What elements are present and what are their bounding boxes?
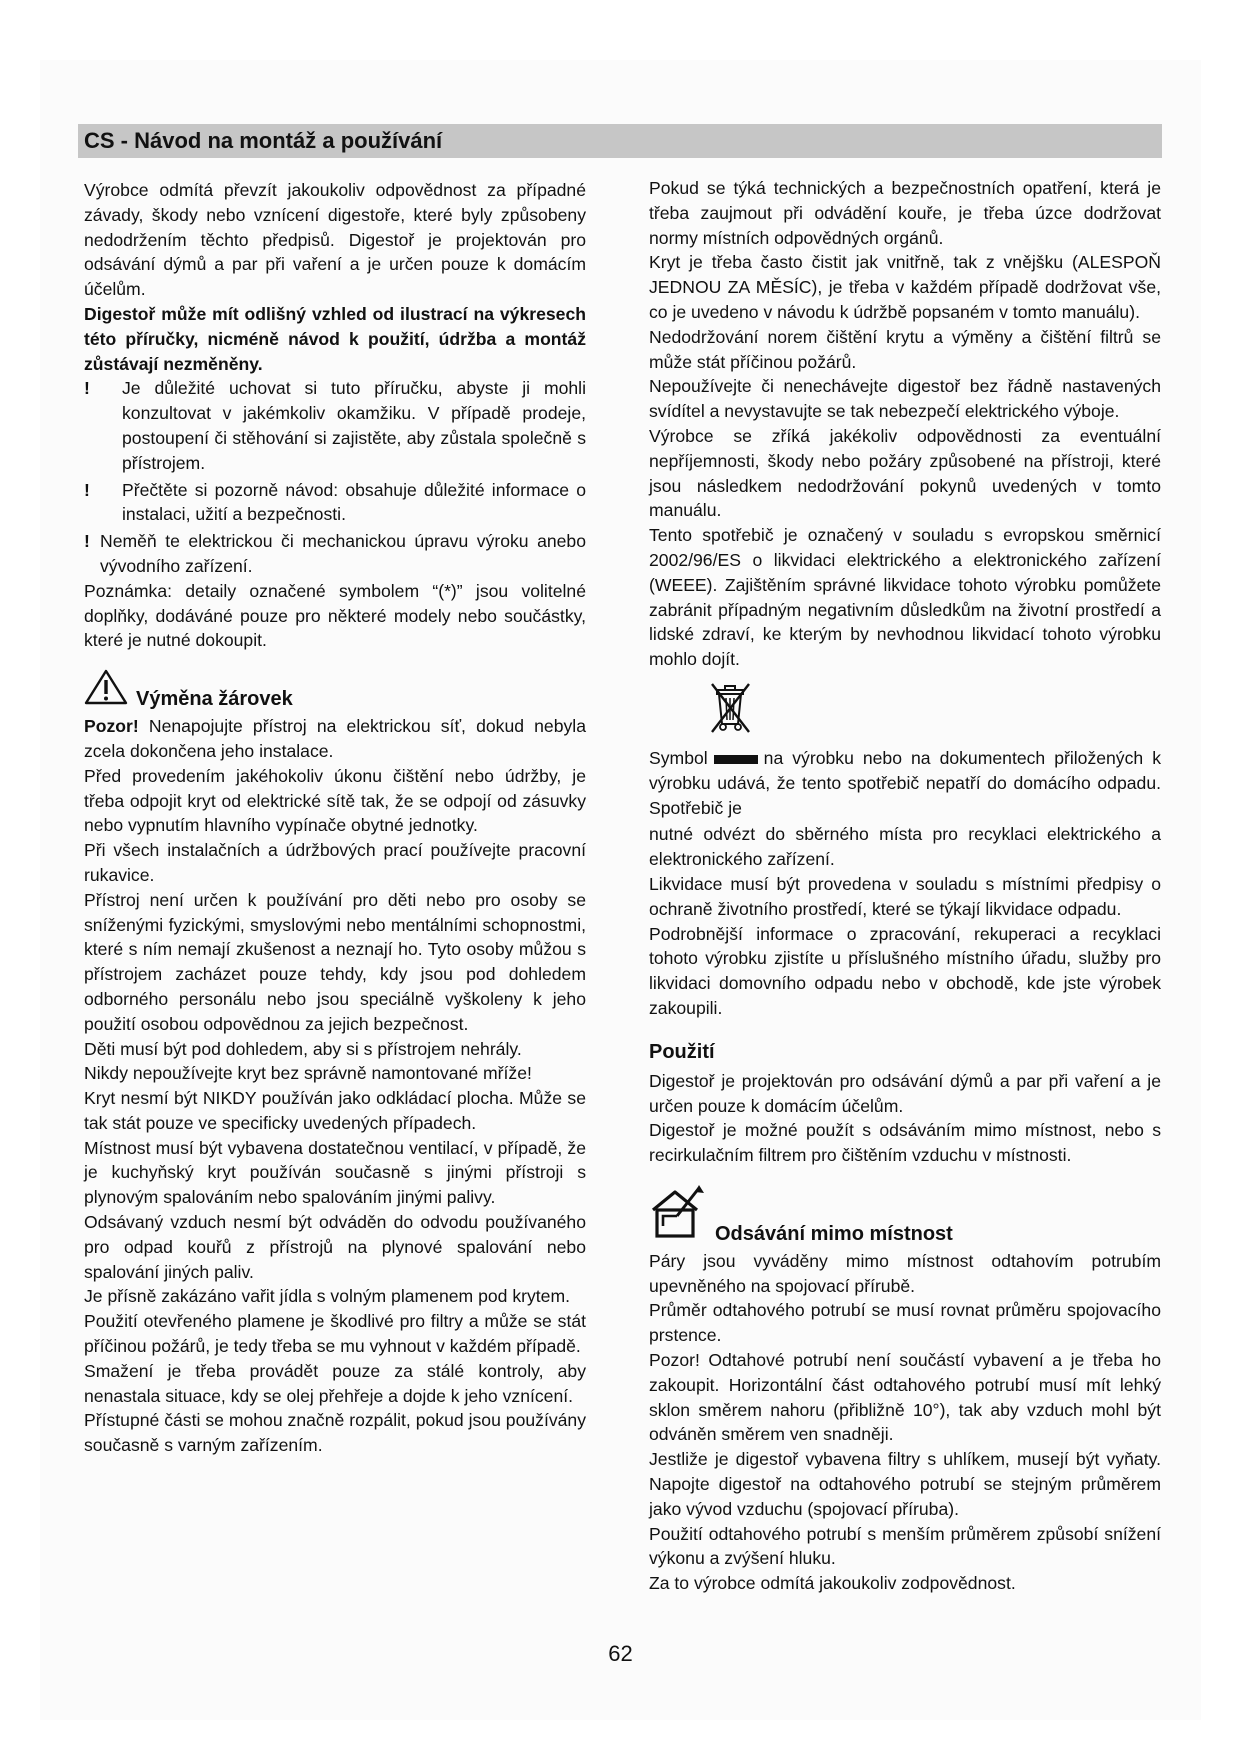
body-paragraph: Digestoř je projektován pro odsávání dýmů a par při vaření a je určen pouze k domácím účelům. <box>649 1070 1161 1116</box>
body-paragraph: Páry jsou vyváděny mimo místnost odtahovím potrubím upevněného na spojovací přírubě. <box>649 1250 1161 1296</box>
weee-symbol-area <box>649 680 1161 744</box>
body-paragraph: Smažení je třeba provádět pouze za stálé kontroly, aby nenastala situace, kdy se olej přehřeje a dojde k jeho vznícení. <box>84 1360 586 1406</box>
section-heading-use: Použití <box>649 1040 715 1063</box>
body-paragraph: Použití otevřeného plamene je škodlivé pro filtry a může se stát příčinou požárů, je tedy třeba se mu vyhnout v každém případě. <box>84 1311 586 1357</box>
body-paragraph: Jestliže je digestoř vybavena filtry s uhlíkem, musejí být vyňaty. Napojte digestoř na odtahového potrubí se stejným průměrem jako vývod vzduchu (spojovací příruba). <box>649 1449 1161 1519</box>
body-paragraph: Před provedením jakéhokoliv úkonu čištění nebo údržby, je třeba odpojit kryt od elektrické sítě tak, že se odpojí od zásuvky nebo vypnutím hlavního vypínače obytné jednotky. <box>84 765 586 836</box>
left-column <box>84 178 586 1458</box>
body-paragraph: Místnost musí být vybavena dostatečnou ventilací, v případě, že je kuchyňský kryt používán současně s jinými přístroji s plynovým spalováním nebo spalováním jinými palivy. <box>84 1137 586 1208</box>
body-paragraph: Tento spotřebič je označený v souladu s evropskou směrnicí 2002/96/ES o likvidaci elektrického a elektronického zařízení (WEEE). Zajištěním správné likvidace tohoto výrobku pomůžete zabránit případným negativním důsledkům na životní prostředí a lidské zdraví, ke kterým by nevhodnou likvidací tohoto výrobku mohlo dojít. <box>649 525 1161 670</box>
warning-text: Nenapojujte přístroj na elektrickou síť, dokud nebyla zcela dokončena jeho instalace. <box>84 716 586 761</box>
note-paragraph: Poznámka: detaily označené symbolem “(*)” jsou volitelné doplňky, dodáváné pouze pro některé modely nebo součástky, které je nutné dokoupit. <box>84 580 586 651</box>
right-column <box>649 176 1161 1596</box>
crossed-bin-icon <box>709 680 755 743</box>
body-paragraph: Použití odtahového potrubí s menším průměrem způsobí snížení výkonu a zvýšení hluku. <box>649 1523 1161 1569</box>
house-exhaust-icon <box>649 1184 707 1247</box>
warning-paragraph <box>84 714 586 764</box>
warning-triangle-icon <box>84 669 128 712</box>
bold-notice: Digestoř může mít odlišný vzhled od ilustrací na výkresech této příručky, nicméně návod k použití, údržba a montáž zůstávají nezměněny. <box>84 303 586 374</box>
body-paragraph: Nepoužívejte či nenechávejte digestoř bez řádně nastavených svídítel a nevystavujte se tak nebezpečí elektrického výboje. <box>649 376 1161 422</box>
body-paragraph: Pozor! Odtahové potrubí není součástí vybavení a je třeba ho zakoupit. Horizontální část odtahového potrubí musí mít lehký sklon směrem nahoru (přibližně 10°), tak aby vzduch mohl být odváněn směrem ven snadněji. <box>649 1350 1161 1445</box>
bullet-text: Přečtěte si pozorně návod: obsahuje důležité informace o instalaci, užití a bezpečnosti. <box>122 479 586 525</box>
body-paragraph: Přístroj není určen k používání pro děti nebo pro osoby se sníženými fyzickými, smyslovými nebo mentálními schopnostmi, které s ním nemají zkušenost a neznají ho. Tyto osoby můžou s přístrojem zacházet pouze tehdy, kdy jsou pod dohledem odborného personálu nebo jsou speciálně vyškoleny k jeho použití osobou odpovědnou za jejich bezpečnost. <box>84 889 586 1034</box>
body-paragraph: Děti musí být pod dohledem, aby si s přístrojem nehrály. <box>84 1038 522 1059</box>
body-paragraph: Výrobce se zříká jakékoliv odpovědnosti za eventuální nepříjemnosti, škody nebo požáry způsobené na přístroji, které jsou následkem nedodržování pokynů uvedených v tomto manuálu. <box>649 425 1161 521</box>
body-paragraph: Likvidace musí být provedena v souladu s místními předpisy o ochraně životního prostředí, které se týkají likvidace odpadu. <box>649 873 1161 919</box>
body-paragraph: Digestoř je možné použít s odsáváním mimo místnost, nebo s recirkulačním filtrem pro čištěním vzduchu v místnosti. <box>649 1120 1161 1166</box>
body-paragraph: Průměr odtahového potrubí se musí rovnat průměru spojovacího prstence. <box>649 1300 1161 1346</box>
exclamation-mark: ! <box>84 531 90 552</box>
page-title: CS - Návod na montáž a používání <box>78 124 1162 158</box>
symbol-paragraph <box>649 746 1161 820</box>
body-paragraph: Přístupné části se mohou značně rozpálit, pokud jsou používány současně s varným zařízením. <box>84 1410 586 1456</box>
page-number: 62 <box>608 1641 633 1666</box>
section-heading-bulbs <box>84 669 586 712</box>
bullet-item <box>84 529 586 579</box>
body-paragraph: Odsávaný vzduch nesmí být odváděn do odvodu používaného pro odpad kouřů z přístrojů na plynové spalování nebo spalování jiných paliv. <box>84 1212 586 1282</box>
exclamation-mark: ! <box>84 378 90 399</box>
exclamation-mark: ! <box>84 479 90 500</box>
body-paragraph: Podrobnější informace o zpracování, rekuperaci a recyklaci tohoto výrobku zjistíte u příslušného místního úřadu, služby pro likvidaci domovního odpadu nebo v obchodě, kde jste výrobek zakoupili. <box>649 923 1161 1018</box>
body-paragraph: Nedodržování norem čištění krytu a výměny a čištění filtrů se může stát příčinou požárů. <box>649 326 1161 372</box>
body-paragraph: Pokud se týká technických a bezpečnostních opatření, která je třeba zaujmout při odvádění kouře, je třeba úzce dodržovat normy místních odpovědných orgánů. <box>649 178 1161 248</box>
body-paragraph: Nikdy nepoužívejte kryt bez správně namontované mříže! <box>84 1063 532 1084</box>
bullet-text: Neměň te elektrickou či mechanickou úpravu výroku anebo vývodního zařízení. <box>100 531 586 576</box>
section-title: Odsávání mimo místnost <box>715 1222 953 1245</box>
body-paragraph: nutné odvézt do sběrného místa pro recyklaci elektrického a elektronického zařízení. <box>649 824 1161 870</box>
body-paragraph: Za to výrobce odmítá jakoukoliv zodpovědnost. <box>649 1573 1016 1594</box>
warning-label: Pozor! <box>84 716 139 737</box>
body-paragraph: Kryt nesmí být NIKDY používán jako odkládací plocha. Může se tak stát pouze ve specificky uvedených případech. <box>84 1088 586 1133</box>
bullet-text: Je důležité uchovat si tuto příručku, abyste ji mohli konzultovat v jakémkoliv okamžiku. V případě prodeje, postoupení či stěhování si zajistěte, aby zůstala společně s přístrojem. <box>122 378 586 473</box>
body-paragraph: Je přísně zakázáno vařit jídla s volným plamenem pod krytem. <box>84 1286 570 1307</box>
section-title: Výměna žárovek <box>136 688 293 711</box>
symbol-word: Symbol <box>649 747 708 768</box>
body-paragraph: Kryt je třeba často čistit jak vnitřně, tak z vnějšku (ALESPOŇ JEDNOU ZA MĚSÍC), je třeba v každém případě dodržovat vše, co je uvedeno v návodu k údržbě popsaném v tomto manuálu). <box>649 252 1161 322</box>
bullet-item <box>84 376 586 475</box>
body-paragraph: Při všech instalačních a údržbových prací používejte pracovní rukavice. <box>84 840 586 885</box>
weee-bar-icon <box>714 755 758 764</box>
bullet-item <box>84 478 586 528</box>
symbol-text: na výrobku nebo na dokumentech přiložených k výrobku udává, že tento spotřebič nepatří do domácího odpadu. Spotřebič je <box>649 747 1161 818</box>
section-heading-exhaust <box>649 1184 1161 1247</box>
intro-paragraph: Výrobce odmítá převzít jakoukoliv odpovědnost za případné závady, škody nebo vznícení digestoře, které byly způsobeny nedodržením těchto předpisů. Digestoř je projektován pro odsávání dýmů a par při vaření a je určen pouze k domácím účelům. <box>84 180 586 300</box>
